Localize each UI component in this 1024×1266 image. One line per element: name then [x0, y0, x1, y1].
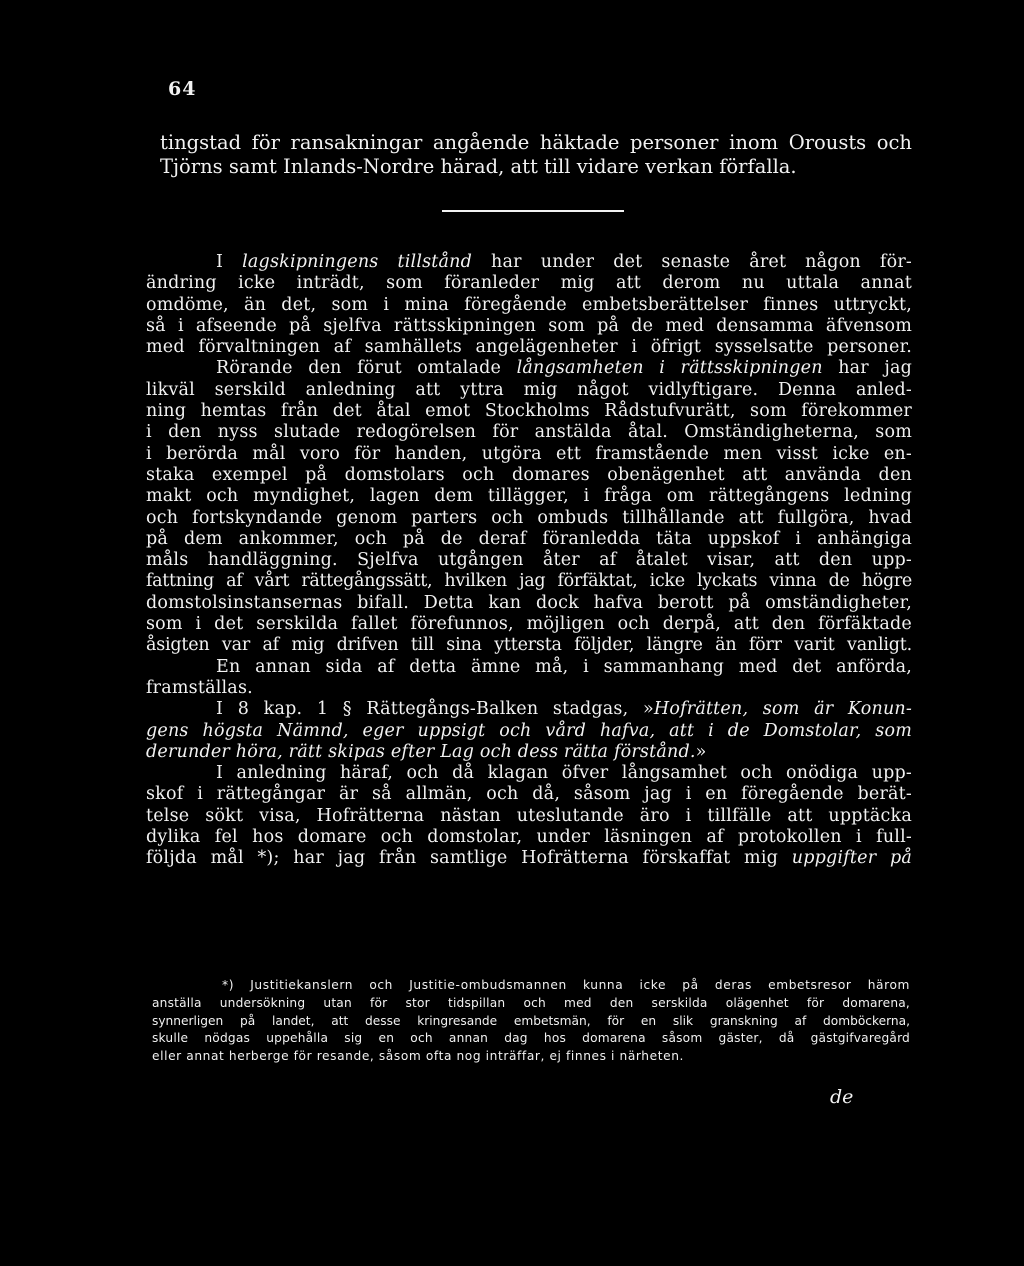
italic-run: långsamheten i rättsskipningen	[516, 358, 823, 379]
paragraph-line: En annan sida af detta ämne må, i sammanhang med det anförda,	[216, 656, 912, 677]
paragraph-line: I anledning häraf, och då klagan öfver långsamhet och onödiga upp-	[216, 763, 912, 784]
paragraph-line: dylika fel hos domare och domstolar, under läsningen af protokollen i full-	[146, 827, 912, 848]
paragraph-line: framställas.	[146, 677, 253, 698]
footnote-line: skulle nödgas uppehålla sig en och annan dag hos domarena såsom gäster, då gästgifvaregård	[152, 1031, 910, 1046]
paragraph-line: likväl serskild anledning att yttra mig något vidlyftigare. Denna anled-	[146, 379, 912, 400]
italic-run: lagskipningens tillstånd	[242, 252, 473, 272]
footnote-line: eller annat herberge för resande, såsom ofta nog inträffar, ej finnes i närheten.	[152, 1049, 685, 1064]
intro-line: Tjörns samt Inlands-Nordre härad, att till vidare verkan förfalla.	[160, 155, 797, 178]
paragraph-line: telse sökt visa, Hofrätterna nästan uteslutande äro i tillfälle att upptäcka	[146, 805, 912, 826]
intro-paragraph	[160, 131, 912, 179]
paragraph-line	[146, 699, 912, 720]
paragraph-line	[146, 721, 912, 742]
paragraph-line	[146, 358, 912, 379]
italic-run: uppgifter på	[791, 848, 912, 869]
paragraph-line: på dem ankommer, och på de deraf föranledda täta uppskof i anhängiga	[146, 528, 912, 549]
intro-line: tingstad för ransakningar angående häktade personer inom Orousts och	[160, 131, 912, 154]
text-run: har under det senaste året någon för-	[472, 252, 912, 272]
section-divider	[442, 210, 624, 212]
paragraph-line: staka exempel på domstolars och domares obenägenhet att använda den	[146, 464, 912, 485]
paragraph-line: ning hemtas från det åtal emot Stockholms Rådstufvurätt, som förekommer	[146, 401, 912, 422]
paragraph-line: och fortskyndande genom parters och ombuds tillhållande att fullgöra, hvad	[146, 507, 912, 528]
footnote-line: synnerligen på landet, att desse kringresande embetsmän, för en slik granskning af domböckerna,	[152, 1013, 910, 1028]
paragraph-line	[146, 848, 912, 869]
text-run: »	[695, 741, 707, 762]
footnote	[152, 977, 910, 1066]
paragraph-line: åsigten var af mig drifven till sina yttersta följder, längre än förr varit vanligt.	[146, 635, 912, 656]
paragraph-line: domstolsinstansernas bifall. Detta kan dock hafva berott på omständigheter,	[146, 592, 912, 613]
text-run: följda mål *); har jag från samtlige Hofrätterna förskaffat mig	[146, 848, 792, 869]
catchword: de	[830, 1086, 854, 1108]
text-run: har jag	[822, 358, 913, 379]
footnote-line: *) Justitiekanslern och Justitie-ombudsmannen kunna icke på deras embetsresor härom	[222, 978, 910, 992]
footnote-line: anställa undersökning utan för stor tidspillan och med den serskilda olägenhet för domarena,	[152, 995, 910, 1010]
page-number: 64	[168, 78, 197, 100]
text-run: Rörande den förut omtalade	[216, 358, 517, 379]
paragraph-line: fattning af vårt rättegångssätt, hvilken jag förfäktat, icke lyckats vinna de högre	[146, 571, 912, 592]
text-run: I 8 kap. 1 § Rättegångs-Balken stadgas, »	[216, 699, 654, 720]
italic-run: derunder höra, rätt skipas efter Lag och dess rätta förstånd.	[146, 741, 696, 762]
paragraph-line: i den nyss slutade redogörelsen för anstälda åtal. Omständigheterna, som	[146, 422, 912, 443]
paragraph-line: med förvaltningen af samhällets angelägenheter i öfrigt sysselsatte personer.	[146, 337, 912, 358]
paragraph-line: som i det serskilda fallet förefunnos, möjligen och derpå, att den förfäktade	[146, 614, 912, 635]
body-text	[146, 252, 912, 870]
paragraph-line: ändring icke inträdt, som föranleder mig att derom nu uttala annat	[146, 273, 912, 294]
paragraph-line	[146, 252, 912, 273]
paragraph-line: så i afseende på sjelfva rättsskipningen som på de med densamma äfvensom	[146, 315, 912, 336]
paragraph-line: omdöme, än det, som i mina föregående embetsberättelser finnes uttryckt,	[146, 294, 912, 315]
text-run: I	[216, 252, 243, 272]
paragraph-line: makt och myndighet, lagen dem tillägger, i fråga om rättegångens ledning	[146, 486, 912, 507]
paragraph-line: i berörda mål voro för handen, utgöra ett framstående men visst icke en-	[146, 443, 912, 464]
paragraph-line: skof i rättegångar är så allmän, och då, såsom jag i en föregående berät-	[146, 784, 912, 805]
italic-run: gens högsta Nämnd, eger uppsigt och vård hafva, att i de Domstolar, som	[146, 720, 912, 741]
paragraph-line	[146, 742, 912, 763]
paragraph-line: måls handläggning. Sjelfva utgången åter af åtalet visar, att den upp-	[146, 550, 912, 571]
italic-run: Hofrätten, som är Konun-	[653, 699, 912, 720]
